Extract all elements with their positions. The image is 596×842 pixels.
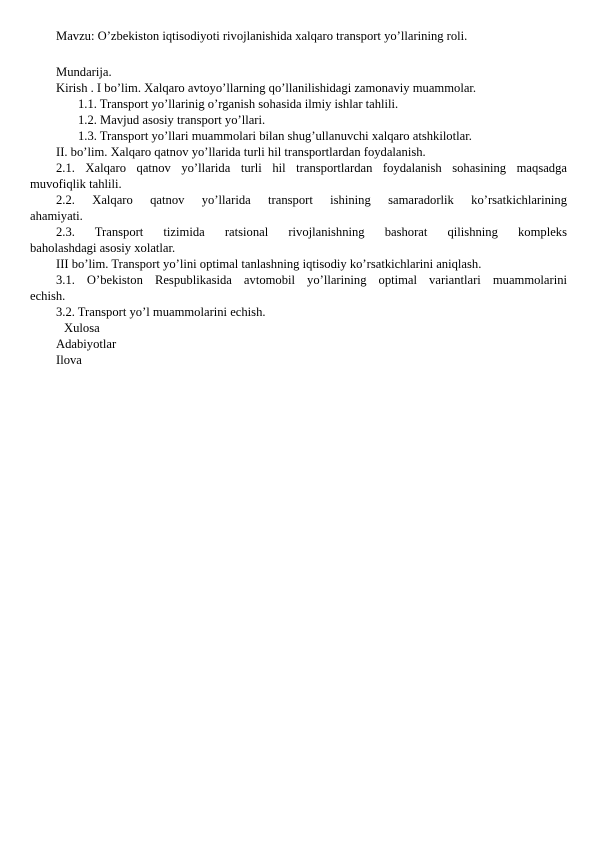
toc-item-2-1: 2.1. Xalqaro qatnov yo’llarida turli hil transportlardan foydalanish sohasining maqsadga: [56, 161, 567, 175]
topic-title: Mavzu: O’zbekiston iqtisodiyoti rivojlanishida xalqaro transport yo’llarining roli.: [56, 29, 468, 43]
toc-intro: Kirish . I bo’lim. Xalqaro avtoyo’llarning qo’llanilishidagi zamonaviy muammolar.: [56, 81, 477, 95]
toc-item-3-2: 3.2. Transport yo’l muammolarini echish.: [56, 305, 266, 319]
toc-item-3-1: 3.1. O’bekiston Respublikasida avtomobil yo’llarining optimal variantlari muammolarini: [56, 273, 567, 287]
toc-item-2-3-cont: baholashdagi asosiy xolatlar.: [30, 241, 176, 255]
toc-item-2-3: 2.3. Transport tizimida ratsional rivojlanishning bashorat qilishning kompleks: [56, 225, 567, 239]
toc-item-1-1: 1.1. Transport yo’llarinig o’rganish sohasida ilmiy ishlar tahlili.: [78, 97, 399, 111]
toc-part-2: II. bo’lim. Xalqaro qatnov yo’llarida turli hil transportlardan foydalanish.: [56, 145, 426, 159]
toc-references: Adabiyotlar: [56, 337, 117, 351]
toc-appendix: Ilova: [56, 353, 82, 367]
toc-conclusion: Xulosa: [64, 321, 100, 335]
toc-item-1-3: 1.3. Transport yo’llari muammolari bilan shug’ullanuvchi xalqaro atshkilotlar.: [78, 129, 472, 143]
toc-part-3: III bo’lim. Transport yo’lini optimal tanlashning iqtisodiy ko’rsatkichlarini aniqlash.: [56, 257, 482, 271]
toc-heading: Mundarija.: [56, 65, 112, 79]
toc-item-2-2-cont: ahamiyati.: [30, 209, 83, 223]
toc-item-1-2: 1.2. Mavjud asosiy transport yo’llari.: [78, 113, 266, 127]
toc-item-2-1-cont: muvofiqlik tahlili.: [30, 177, 122, 191]
toc-item-3-1-cont: echish.: [30, 289, 66, 303]
toc-item-2-2: 2.2. Xalqaro qatnov yo’llarida transport ishining samaradorlik ko’rsatkichlarining: [56, 193, 567, 207]
